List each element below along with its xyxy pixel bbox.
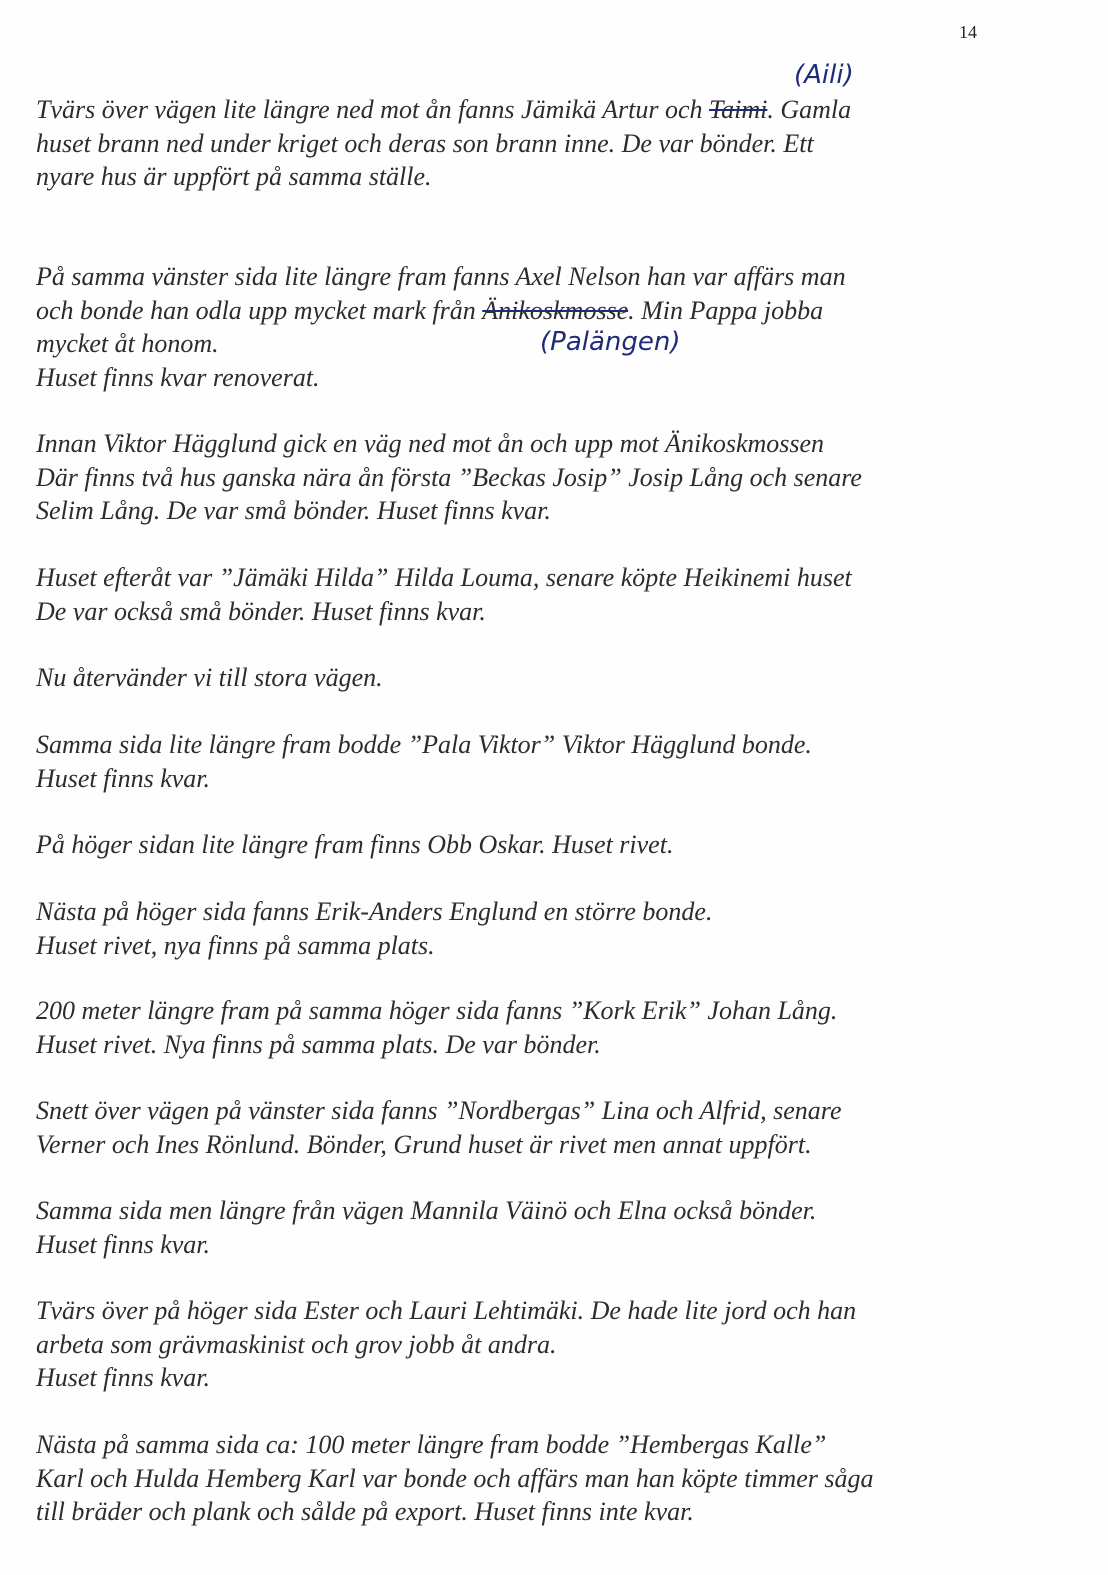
text-line: Tvärs över vägen lite längre ned mot ån fanns Jämikä Artur och Taimi. Gamla — [36, 95, 852, 124]
text-line: Nästa på höger sida fanns Erik-Anders Englund en större bonde. — [36, 897, 713, 926]
handwritten-annotation-aili: (Aili) — [794, 60, 854, 90]
text-line: Karl och Hulda Hemberg Karl var bonde och affärs man han köpte timmer såga — [36, 1463, 874, 1493]
text-line: De var också små bönder. Huset finns kvar. — [36, 596, 486, 626]
paragraph — [36, 1428, 1076, 1529]
text-line: Verner och Ines Rönlund. Bönder, Grund huset är rivet men annat uppfört. — [36, 1129, 812, 1159]
text-line: nyare hus är uppfört på samma ställe. — [36, 162, 432, 191]
paragraph — [36, 895, 1076, 962]
text-line: Snett över vägen på vänster sida fanns ”Nordbergas” Lina och Alfrid, senare — [36, 1096, 842, 1125]
struck-text: Änikoskmosse — [482, 295, 629, 325]
paragraph — [36, 1294, 1076, 1395]
text-line: arbeta som grävmaskinist och grov jobb åt andra. — [36, 1329, 557, 1359]
text-line: till bräder och plank och sålde på export. Huset finns inte kvar. — [36, 1497, 694, 1526]
paragraph — [36, 828, 1076, 862]
text-line: Huset finns kvar. — [36, 763, 211, 793]
struck-text: Taimi — [709, 95, 768, 124]
text-line: Huset efteråt var ”Jämäki Hilda” Hilda Louma, senare köpte Heikinemi huset — [36, 563, 852, 592]
paragraph — [36, 994, 1076, 1061]
text-line: Huset rivet. Nya finns på samma plats. De var bönder. — [36, 1029, 601, 1059]
paragraph — [36, 661, 1076, 695]
text-line: Samma sida men längre från vägen Mannila Väinö och Elna också bönder. — [36, 1196, 817, 1225]
paragraph — [36, 93, 1076, 194]
paragraph — [36, 561, 1076, 628]
text-line: Innan Viktor Hägglund gick en väg ned mot ån och upp mot Änikoskmossen — [36, 429, 825, 458]
paragraph — [36, 260, 1076, 394]
text-line: Selim Lång. De var små bönder. Huset finns kvar. — [36, 496, 551, 525]
text-line: mycket åt honom. — [36, 329, 219, 358]
text-line: 200 meter längre fram på samma höger sida fanns ”Kork Erik” Johan Lång. — [36, 996, 838, 1025]
text-line: huset brann ned under kriget och deras son brann inne. De var bönder. Ett — [36, 128, 814, 158]
text-line: Huset finns kvar. — [36, 1229, 211, 1259]
text-line: Huset finns kvar. — [36, 1363, 211, 1392]
text-line: Tvärs över på höger sida Ester och Lauri Lehtimäki. De hade lite jord och han — [36, 1296, 857, 1325]
text-line: Nästa på samma sida ca: 100 meter längre fram bodde ”Hembergas Kalle” — [36, 1430, 827, 1459]
page-number: 14 — [959, 22, 977, 42]
paragraph — [36, 1094, 1076, 1161]
text-line: Nu återvänder vi till stora vägen. — [36, 663, 383, 692]
paragraph — [36, 1194, 1076, 1261]
paragraph — [36, 728, 1076, 795]
handwritten-annotation-palangen: (Palängen) — [540, 327, 681, 357]
text-line: och bonde han odla upp mycket mark från Änikoskmosse. Min Pappa jobba — [36, 295, 824, 325]
text-line: På samma vänster sida lite längre fram fanns Axel Nelson han var affärs man — [36, 262, 846, 291]
text-line: Där finns två hus ganska nära ån första ”Beckas Josip” Josip Lång och senare — [36, 462, 862, 492]
text-line: På höger sidan lite längre fram finns Obb Oskar. Huset rivet. — [36, 830, 674, 859]
text-line: Huset rivet, nya finns på samma plats. — [36, 930, 435, 960]
text-line: Huset finns kvar renoverat. — [36, 362, 320, 392]
paragraph — [36, 427, 1076, 528]
text-line: Samma sida lite längre fram bodde ”Pala Viktor” Viktor Hägglund bonde. — [36, 730, 812, 759]
